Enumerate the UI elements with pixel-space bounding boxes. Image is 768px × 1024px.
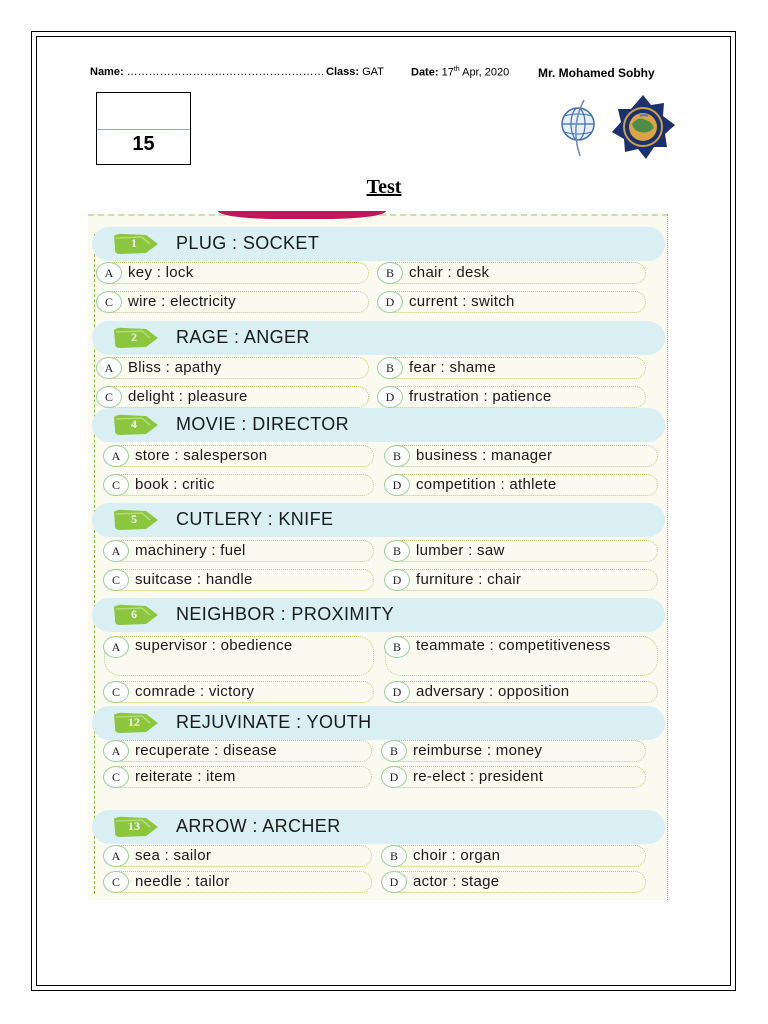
question-stem: CUTLERY : KNIFE [176,509,334,529]
option-letter-circle[interactable]: A [103,740,129,762]
name-label: Name: [90,66,124,78]
option-d[interactable] [382,766,646,788]
option-b[interactable] [385,636,658,676]
option-b[interactable] [385,445,658,467]
option-text: teammate : competitiveness [416,637,611,654]
option-text: machinery : fuel [135,542,246,559]
date-suffix: th [453,66,460,73]
option-d[interactable] [378,386,646,408]
question-number: 13 [128,819,140,833]
option-c[interactable] [104,569,374,591]
class-label: Class: [326,66,360,78]
option-b[interactable] [378,357,646,379]
option-a[interactable] [104,445,374,467]
question-number: 12 [128,715,140,729]
school-seal-logo [610,94,676,160]
question-number: 6 [131,607,137,621]
question-number: 5 [131,512,137,526]
option-text: reiterate : item [135,768,236,785]
option-a[interactable] [104,740,372,762]
option-d[interactable] [382,871,646,893]
option-letter-circle[interactable]: C [96,386,122,408]
option-letter-circle[interactable]: C [103,474,129,496]
option-text: frustration : patience [409,388,552,405]
option-letter-circle[interactable]: C [103,569,129,591]
option-letter-circle[interactable]: A [103,445,129,467]
option-text: comrade : victory [135,683,255,700]
option-letter-circle[interactable]: D [381,766,407,788]
score-box [96,92,191,165]
option-text: current : switch [409,293,515,310]
option-text: business : manager [416,447,553,464]
option-text: competition : athlete [416,476,557,493]
option-letter-circle[interactable]: D [384,681,410,703]
score-value: 15 [132,133,155,155]
sheet-right-border [667,214,668,900]
date-rest: Apr, 2020 [459,66,510,79]
option-text: sea : sailor [135,847,212,864]
option-letter-circle[interactable]: C [103,871,129,893]
option-letter-circle[interactable]: C [103,766,129,788]
option-letter-circle[interactable]: A [103,845,129,867]
option-letter-circle[interactable]: B [377,357,403,379]
question-number: 4 [131,417,137,431]
question-number-badge [112,326,160,350]
option-b[interactable] [382,740,646,762]
option-c[interactable] [104,766,372,788]
option-text: choir : organ [413,847,501,864]
option-letter-circle[interactable]: D [381,871,407,893]
question-number-badge [112,413,160,437]
option-c[interactable] [97,386,369,408]
option-d[interactable] [385,474,658,496]
option-letter-circle[interactable]: B [377,262,403,284]
date-label: Date: [411,66,439,79]
option-text: chair : desk [409,264,490,281]
option-text: suitcase : handle [135,571,253,588]
option-text: actor : stage [413,873,500,890]
option-text: furniture : chair [416,571,522,588]
question-stem: PLUG : SOCKET [176,233,320,253]
option-d[interactable] [385,569,658,591]
option-a[interactable] [104,540,374,562]
option-text: re-elect : president [413,768,544,785]
option-letter-circle[interactable]: B [381,845,407,867]
option-b[interactable] [378,262,646,284]
option-text: Bliss : apathy [128,359,222,376]
option-text: adversary : opposition [416,683,570,700]
option-letter-circle[interactable]: A [96,262,122,284]
option-a[interactable] [97,357,369,379]
question-stem: MOVIE : DIRECTOR [176,414,350,434]
option-letter-circle[interactable]: B [384,540,410,562]
option-letter-circle[interactable]: B [384,636,410,658]
option-letter-circle[interactable]: C [103,681,129,703]
option-letter-circle[interactable]: D [377,386,403,408]
decorative-swash [218,211,386,219]
name-value: ……………………………………………… [123,66,325,78]
page-title: Test [366,176,402,198]
date-field [411,66,509,79]
option-a[interactable] [104,636,374,676]
option-letter-circle[interactable]: B [381,740,407,762]
option-c[interactable] [97,291,369,313]
question-number-badge [112,232,160,256]
option-letter-circle[interactable]: D [384,569,410,591]
score-divider [97,129,190,130]
question-stem: RAGE : ANGER [176,327,310,347]
question-number: 1 [131,236,137,250]
option-b[interactable] [385,540,658,562]
option-letter-circle[interactable]: D [377,291,403,313]
option-text: book : critic [135,476,215,493]
question-number-badge [112,603,160,627]
option-text: fear : shame [409,359,496,376]
option-text: store : salesperson [135,447,268,464]
teacher-name: Mr. Mohamed Sobhy [538,66,655,80]
question-stem: REJUVINATE : YOUTH [176,712,372,732]
option-text: delight : pleasure [128,388,248,405]
question-number-badge [112,508,160,532]
option-letter-circle[interactable]: A [103,636,129,658]
option-letter-circle[interactable]: D [384,474,410,496]
option-letter-circle[interactable]: C [96,291,122,313]
question-number-badge [112,815,160,839]
date-day: 17 [438,66,454,79]
option-a[interactable] [97,262,369,284]
option-d[interactable] [385,681,658,703]
option-letter-circle[interactable]: B [384,445,410,467]
option-text: recuperate : disease [135,742,277,759]
option-a[interactable] [104,845,372,867]
option-text: wire : electricity [128,293,236,310]
name-field[interactable] [90,66,325,78]
option-d[interactable] [378,291,646,313]
option-text: needle : tailor [135,873,230,890]
question-stem: ARROW : ARCHER [176,816,341,836]
option-letter-circle[interactable]: A [96,357,122,379]
option-c[interactable] [104,871,372,893]
option-b[interactable] [382,845,646,867]
globe-logo [556,96,602,158]
option-text: supervisor : obedience [135,637,293,654]
question-number-badge [112,711,160,735]
class-field [326,66,384,78]
option-text: reimburse : money [413,742,543,759]
option-letter-circle[interactable]: A [103,540,129,562]
option-text: key : lock [128,264,194,281]
option-c[interactable] [104,474,374,496]
option-c[interactable] [104,681,374,703]
question-number: 2 [131,330,137,344]
question-stem: NEIGHBOR : PROXIMITY [176,604,395,624]
option-text: lumber : saw [416,542,505,559]
class-value: GAT [359,66,384,78]
